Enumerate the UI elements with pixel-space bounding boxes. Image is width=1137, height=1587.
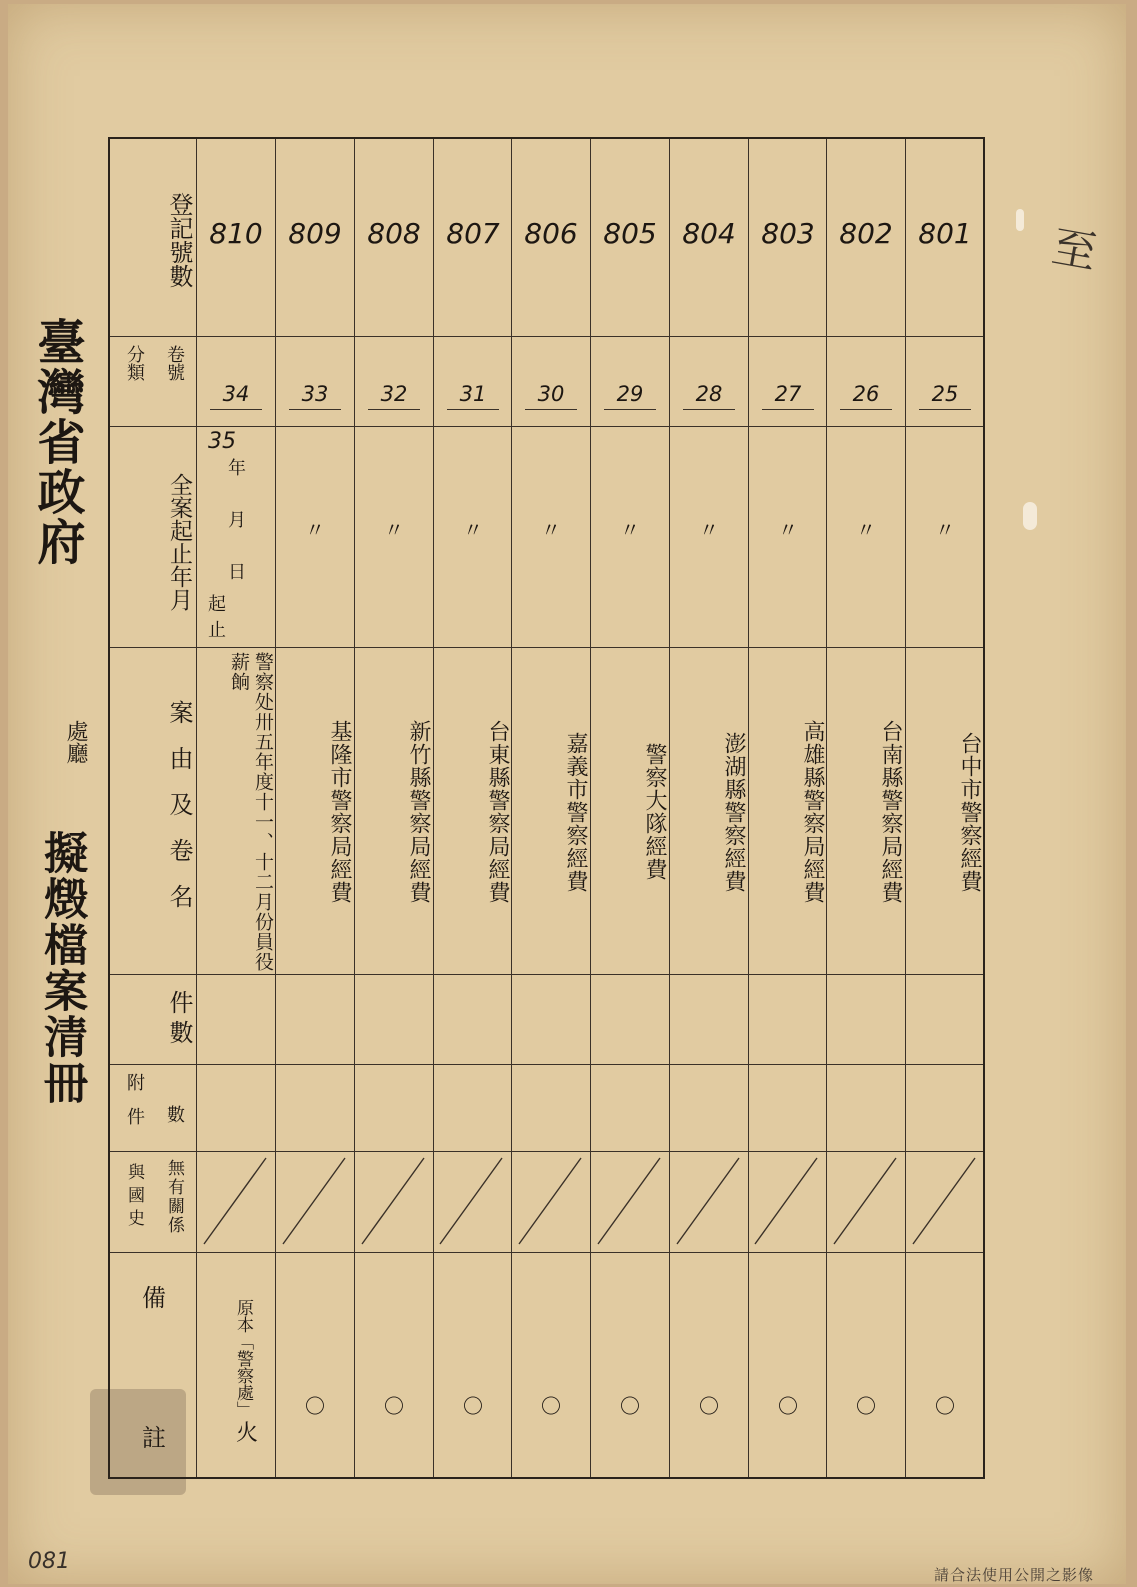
reg-number: 804	[682, 217, 736, 250]
reg-number: 808	[367, 217, 421, 250]
remark-mark: 〇	[935, 1394, 955, 1418]
margin-handwritten-mark: 至	[1048, 221, 1101, 280]
row-divider	[110, 336, 983, 337]
reg-number: 805	[603, 217, 657, 250]
row-divider	[110, 1064, 983, 1065]
case-title: 新竹縣警察局經費	[406, 720, 431, 904]
volume-number: 27	[774, 382, 802, 406]
row-divider	[110, 647, 983, 648]
remark-mark: 〇	[856, 1394, 876, 1418]
header-attachment	[110, 1069, 198, 1149]
period-year-value: 35	[208, 429, 236, 454]
case-title: 台東縣警察局經費	[485, 720, 510, 904]
remark-mark: 〇	[620, 1394, 640, 1418]
volume-number: 32	[380, 382, 408, 406]
header-reg-no: 登記號數	[165, 192, 193, 288]
document-title: 臺灣省政府	[29, 317, 85, 567]
case-title: 台南縣警察局經費	[878, 720, 903, 904]
remark-mark: 〇	[778, 1394, 798, 1418]
volume-number: 30	[537, 382, 565, 406]
header-count: 件數	[165, 990, 193, 1050]
volume-number: 29	[616, 382, 644, 406]
remark-mark: 〇	[384, 1394, 404, 1418]
document-subtitle: 擬燬檔案清冊	[36, 830, 87, 1106]
volume-underline	[210, 409, 262, 410]
punch-hole	[1016, 209, 1024, 231]
header-volume	[110, 339, 198, 425]
first-remark-mark: 火	[236, 1421, 259, 1446]
volume-number: 33	[301, 382, 329, 406]
case-title: 警察处卅五年度十一、十二月份員役薪餉	[228, 652, 274, 972]
history-slashes	[196, 1152, 985, 1252]
page-number: 081	[28, 1549, 70, 1574]
volume-underline	[840, 409, 892, 410]
volume-number: 26	[852, 382, 880, 406]
row-divider	[110, 974, 983, 975]
volume-number: 28	[695, 382, 723, 406]
period-start-end: 起止	[208, 594, 244, 641]
reg-number: 801	[918, 217, 972, 250]
case-title: 高雄縣警察局經費	[800, 720, 825, 904]
register-table	[108, 137, 985, 1479]
volume-underline	[762, 409, 814, 410]
period-ditto: 〃	[778, 518, 798, 542]
header-history-right: 無有關係	[164, 1159, 184, 1235]
reg-number: 809	[288, 217, 342, 250]
case-title: 台中市警察經費	[957, 731, 982, 893]
period-ditto: 〃	[620, 518, 640, 542]
case-title: 嘉義市警察經費	[563, 731, 588, 893]
case-title: 基隆市警察局經費	[327, 720, 352, 904]
header-volume-left: 分類	[124, 345, 145, 381]
reg-number: 802	[839, 217, 893, 250]
period-date-block	[208, 429, 276, 642]
header-volume-right: 卷號	[164, 345, 185, 381]
period-ditto: 〃	[384, 518, 404, 542]
department-label: 處廳	[63, 720, 88, 764]
period-ditto: 〃	[541, 518, 561, 542]
reg-number: 803	[761, 217, 815, 250]
reg-number: 810	[209, 217, 263, 250]
usage-notice: 請合法使用公開之影像	[934, 1566, 1095, 1584]
volume-number: 25	[931, 382, 959, 406]
volume-underline	[683, 409, 735, 410]
period-ditto: 〃	[856, 518, 876, 542]
header-attachment-left: 附件	[124, 1073, 145, 1141]
period-year: 年	[228, 458, 246, 479]
remark-mark: 〇	[305, 1394, 325, 1418]
header-period: 全案起止年月	[166, 472, 192, 611]
period-ditto: 〃	[463, 518, 483, 542]
period-ditto: 〃	[305, 518, 325, 542]
case-title: 警察大隊經費	[642, 743, 667, 881]
remark-mark: 〇	[699, 1394, 719, 1418]
header-remark-top: 備	[142, 1284, 166, 1312]
period-ditto: 〃	[935, 518, 955, 542]
header-remark-bottom: 註	[142, 1424, 166, 1452]
header-attachment-right: 數	[164, 1105, 185, 1123]
volume-underline	[604, 409, 656, 410]
volume-underline	[289, 409, 341, 410]
volume-underline	[368, 409, 420, 410]
remark-mark: 〇	[463, 1394, 483, 1418]
header-history	[110, 1155, 198, 1250]
row-divider	[110, 1252, 983, 1253]
reg-number: 806	[524, 217, 578, 250]
volume-number: 34	[222, 382, 250, 406]
header-case: 案由及卷名	[165, 700, 193, 930]
period-month: 月	[228, 510, 246, 531]
period-day: 日	[228, 562, 246, 583]
remark-mark: 〇	[541, 1394, 561, 1418]
volume-underline	[919, 409, 971, 410]
volume-number: 31	[459, 382, 487, 406]
archive-paper	[8, 4, 1126, 1584]
first-remark-note: 原本「警察處」	[233, 1299, 253, 1418]
header-history-left: 與國史	[124, 1162, 144, 1232]
punch-hole	[1023, 502, 1037, 530]
reg-number: 807	[446, 217, 500, 250]
row-divider	[110, 426, 983, 427]
case-title: 澎湖縣警察經費	[721, 731, 746, 893]
volume-underline	[447, 409, 499, 410]
period-ditto: 〃	[699, 518, 719, 542]
volume-underline	[525, 409, 577, 410]
